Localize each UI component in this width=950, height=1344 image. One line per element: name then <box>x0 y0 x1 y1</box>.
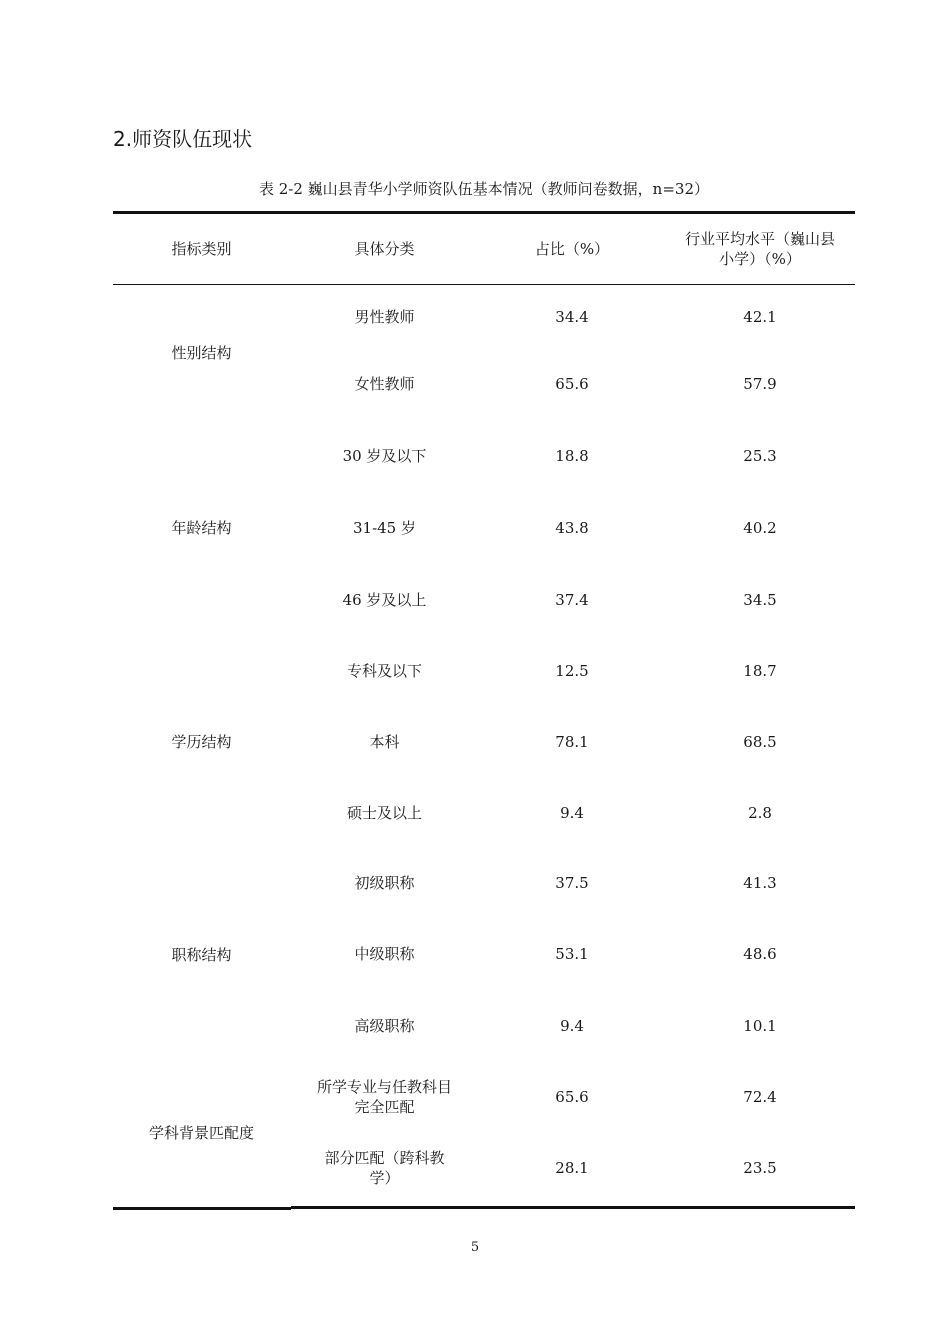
county-average-cell: 10.1 <box>743 1017 777 1035</box>
subcategory-cell: 高级职称 <box>354 1017 415 1035</box>
subcategory-cell: 初级职称 <box>354 874 415 892</box>
column-header-subcategory: 具体分类 <box>354 239 415 258</box>
category-cell: 年龄结构 <box>171 519 232 537</box>
percentage-cell: 37.5 <box>555 874 589 892</box>
county-average-cell: 18.7 <box>743 662 777 680</box>
percentage-cell: 53.1 <box>555 945 589 963</box>
table-caption: 表 2-2 巍山县青华小学师资队伍基本情况（教师问卷数据，n=32） <box>258 180 709 198</box>
percentage-cell: 12.5 <box>555 662 589 680</box>
county-average-cell: 48.6 <box>743 945 777 963</box>
subcategory-cell: 30 岁及以下 <box>342 447 427 465</box>
percentage-cell: 18.8 <box>555 447 589 465</box>
subcategory-cell: 部分匹配（跨科教 学） <box>324 1149 445 1187</box>
percentage-cell: 78.1 <box>555 733 589 751</box>
county-average-cell: 34.5 <box>743 591 777 609</box>
percentage-cell: 65.6 <box>555 1088 589 1106</box>
category-cell: 性别结构 <box>171 344 232 362</box>
county-average-cell: 40.2 <box>743 519 777 537</box>
county-average-cell: 2.8 <box>748 804 772 822</box>
county-average-cell: 68.5 <box>743 733 777 751</box>
subcategory-cell: 所学专业与任教科目 完全匹配 <box>316 1078 452 1116</box>
column-header-category: 指标类别 <box>171 239 232 258</box>
county-average-cell: 23.5 <box>743 1159 777 1177</box>
subcategory-cell: 31-45 岁 <box>352 519 416 537</box>
table-bottom-rule-left <box>113 1207 291 1210</box>
percentage-cell: 34.4 <box>555 308 589 326</box>
percentage-cell: 43.8 <box>555 519 589 537</box>
subcategory-cell: 男性教师 <box>354 308 415 326</box>
county-average-cell: 72.4 <box>743 1088 777 1106</box>
subcategory-cell: 硕士及以上 <box>346 804 422 822</box>
column-header-county-average: 行业平均水平（巍山县 小学）（%） <box>684 229 835 268</box>
percentage-cell: 28.1 <box>555 1159 589 1177</box>
page-number: 5 <box>470 1240 480 1255</box>
subcategory-cell: 本科 <box>369 733 400 751</box>
county-average-cell: 25.3 <box>743 447 777 465</box>
county-average-cell: 57.9 <box>743 375 777 393</box>
subcategory-cell: 专科及以下 <box>346 662 422 680</box>
subcategory-cell: 46 岁及以上 <box>342 591 427 609</box>
category-cell: 学历结构 <box>171 733 232 751</box>
subcategory-cell: 女性教师 <box>354 375 415 393</box>
percentage-cell: 37.4 <box>555 591 589 609</box>
percentage-cell: 9.4 <box>560 1017 584 1035</box>
subcategory-cell: 中级职称 <box>354 945 415 963</box>
county-average-cell: 41.3 <box>743 874 777 892</box>
percentage-cell: 9.4 <box>560 804 584 822</box>
section-heading: 2.师资队伍现状 <box>113 127 253 151</box>
table-bottom-rule-right <box>291 1206 855 1209</box>
percentage-cell: 65.6 <box>555 375 589 393</box>
category-cell: 职称结构 <box>171 946 232 964</box>
category-cell: 学科背景匹配度 <box>148 1124 254 1142</box>
column-header-percentage: 占比（%） <box>534 239 610 258</box>
county-average-cell: 42.1 <box>743 308 777 326</box>
